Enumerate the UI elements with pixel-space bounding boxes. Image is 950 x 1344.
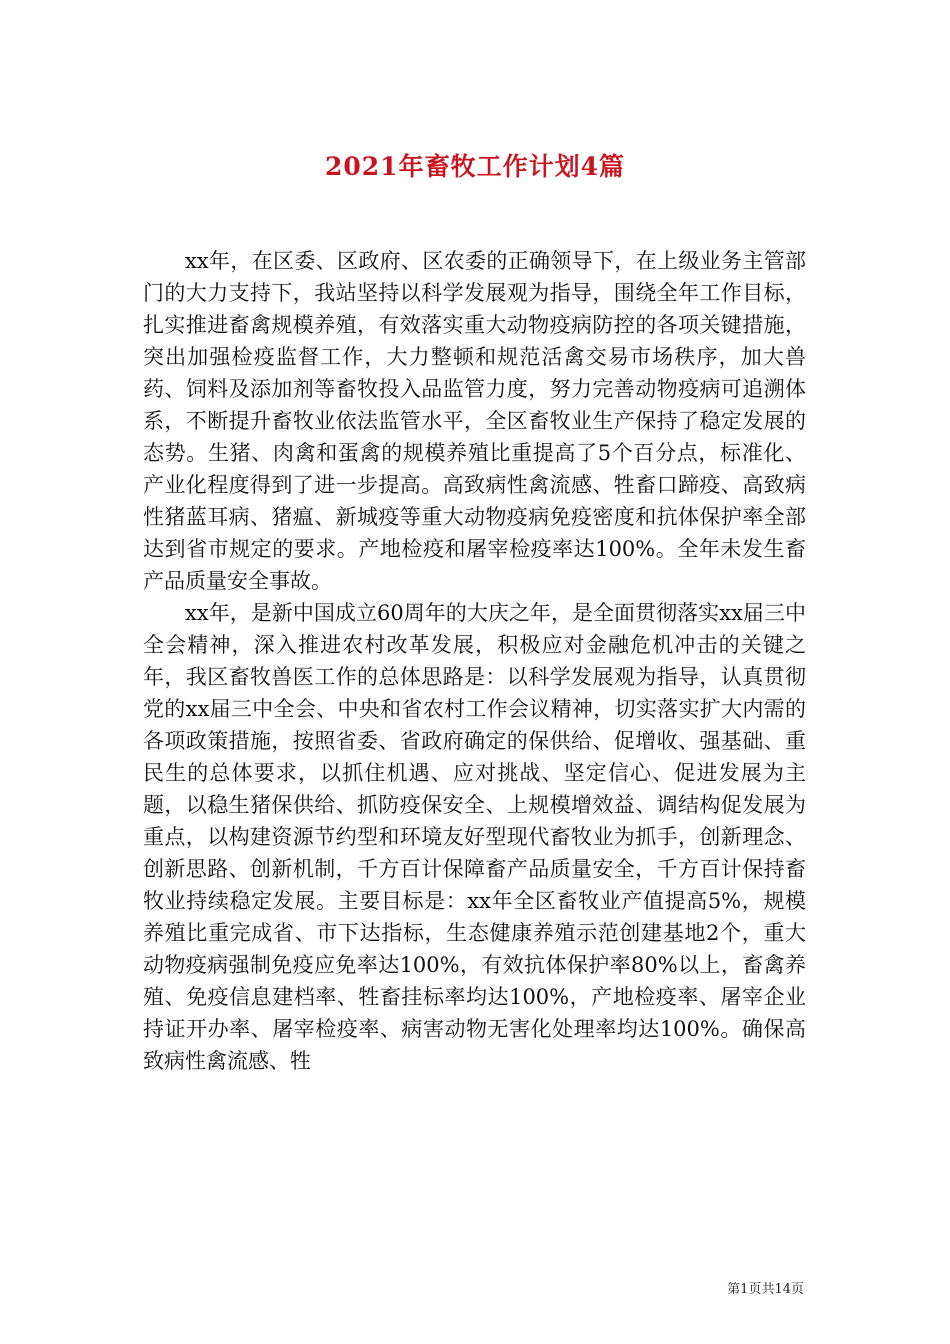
document-title: 2021年畜牧工作计划4篇	[325, 151, 625, 181]
document-body	[143, 245, 806, 1077]
page-number-footer: 第1页共14页	[727, 1282, 804, 1297]
paragraph-1: xx年，在区委、区政府、区农委的正确领导下，在上级业务主管部门的大力支持下，我站坚持以科学发展观为指导，围绕全年工作目标，扎实推进畜禽规模养殖，有效落实重大动物疫病防控的各项关键措施，突出加强检疫监督工作，大力整顿和规范活禽交易市场秩序，加大兽药、饲料及添加剂等畜牧投入品监管力度，努力完善动物疫病可追溯体系，不断提升畜牧业依法监管水平，全区畜牧业生产保持了稳定发展的态势。生猪、肉禽和蛋禽的规模养殖比重提高了5个百分点，标准化、产业化程度得到了进一步提高。高致病性禽流感、牲畜口蹄疫、高致病性猪蓝耳病、猪瘟、新城疫等重大动物疫病免疫密度和抗体保护率全部达到省市规定的要求。产地检疫和屠宰检疫率达100%。全年未发生畜产品质量安全事故。	[143, 249, 806, 593]
paragraph-2: xx年，是新中国成立60周年的大庆之年，是全面贯彻落实xx届三中全会精神，深入推进农村改革发展，积极应对金融危机冲击的关键之年，我区畜牧兽医工作的总体思路是：以科学发展观为指导，认真贯彻党的xx届三中全会、中央和省农村工作会议精神，切实落实扩大内需的各项政策措施，按照省委、省政府确定的保供给、促增收、强基础、重民生的总体要求，以抓住机遇、应对挑战、坚定信心、促进发展为主题，以稳生猪保供给、抓防疫保安全、上规模增效益、调结构促发展为重点，以构建资源节约型和环境友好型现代畜牧业为抓手，创新理念、创新思路、创新机制，千方百计保障畜产品质量安全，千方百计保持畜牧业持续稳定发展。主要目标是：xx年全区畜牧业产值提高5%，规模养殖比重完成省、市下达指标，生态健康养殖示范创建基地2个，重大动物疫病强制免疫应免率达100%，有效抗体保护率80%以上，畜禽养殖、免疫信息建档率、牲畜挂标率均达100%，产地检疫率、屠宰企业持证开办率、屠宰检疫率、病害动物无害化处理率均达100%。确保高致病性禽流感、牲	[143, 601, 806, 1073]
